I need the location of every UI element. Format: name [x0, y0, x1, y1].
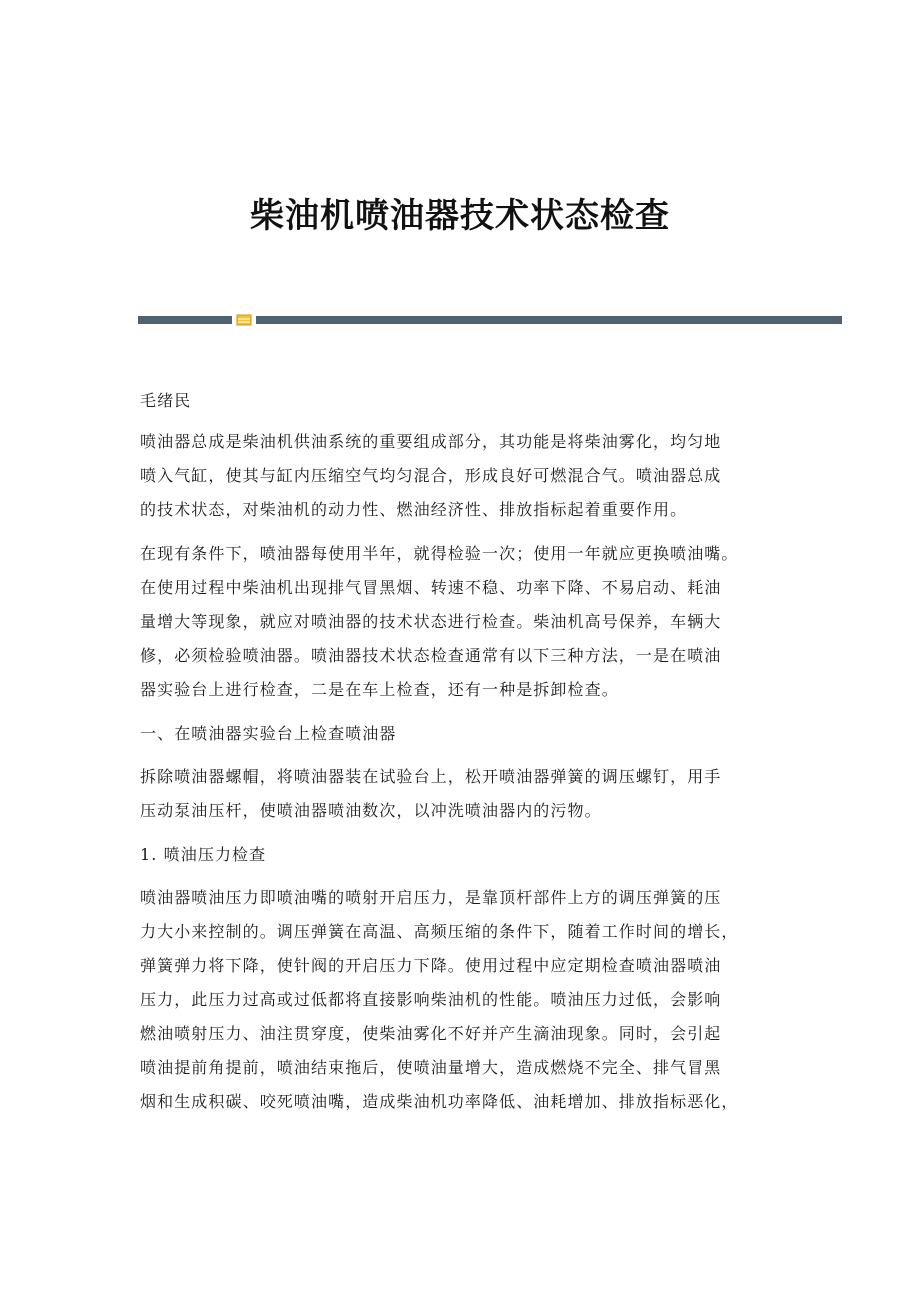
- envelope-icon: [236, 313, 252, 327]
- text-line: 喷入气缸，使其与缸内压缩空气均匀混合，形成良好可燃混合气。喷油器总成: [140, 466, 722, 485]
- text-line: 力大小来控制的。调压弹簧在高温、高频压缩的条件下，随着工作时间的增长，: [140, 922, 739, 941]
- text-line: 弹簧弹力将下降，使针阀的开启压力下降。使用过程中应定期检查喷油器喷油: [140, 956, 722, 975]
- text-line: 喷油提前角提前，喷油结束拖后，使喷油量增大，造成燃烧不完全、排气冒黑: [140, 1058, 722, 1077]
- subsection-paragraph: [140, 881, 790, 1119]
- text-line: 量增大等现象，就应对喷油器的技术状态进行检查。柴油机高号保养，车辆大: [140, 612, 722, 631]
- text-line: 压动泵油压杆，使喷油器喷油数次，以冲洗喷油器内的污物。: [140, 801, 602, 820]
- text-line: 在现有条件下，喷油器每使用半年，就得检验一次；使用一年就应更换喷油嘴。: [140, 544, 739, 563]
- divider-left-segment: [138, 316, 232, 324]
- document-title: 柴油机喷油器技术状态检查: [250, 196, 670, 236]
- text-line: 烟和生成积碳、咬死喷油嘴，造成柴油机功率降低、油耗增加、排放指标恶化，: [140, 1092, 739, 1111]
- title-divider: [138, 316, 842, 325]
- section-paragraph: [140, 760, 790, 828]
- section-heading: 一、在喷油器实验台上检查喷油器: [140, 724, 397, 743]
- text-line: 拆除喷油器螺帽，将喷油器装在试验台上，松开喷油器弹簧的调压螺钉，用手: [140, 767, 722, 786]
- text-line: 压力，此压力过高或过低都将直接影响柴油机的性能。喷油压力过低，会影响: [140, 990, 722, 1009]
- text-line: 燃油喷射压力、油注贯穿度，使柴油雾化不好并产生滴油现象。同时，会引起: [140, 1024, 722, 1043]
- intro-paragraph: [140, 425, 790, 527]
- divider-right-segment: [256, 316, 842, 324]
- inspection-overview-paragraph: [140, 537, 790, 707]
- text-line: 修，必须检验喷油器。喷油器技术状态检查通常有以下三种方法，一是在喷油: [140, 646, 722, 665]
- text-line: 的技术状态，对柴油机的动力性、燃油经济性、排放指标起着重要作用。: [140, 500, 688, 519]
- text-line: 在使用过程中柴油机出现排气冒黑烟、转速不稳、功率下降、不易启动、耗油: [140, 578, 722, 597]
- document-body: [140, 384, 790, 1129]
- author-name: 毛绪民: [140, 391, 192, 410]
- text-line: 喷油器喷油压力即喷油嘴的喷射开启压力，是靠顶杆部件上方的调压弹簧的压: [140, 888, 722, 907]
- text-line: 器实验台上进行检查，二是在车上检查，还有一种是拆卸检查。: [140, 680, 619, 699]
- subsection-heading: 1. 喷油压力检查: [140, 845, 267, 864]
- text-line: 喷油器总成是柴油机供油系统的重要组成部分，其功能是将柴油雾化，均匀地: [140, 432, 722, 451]
